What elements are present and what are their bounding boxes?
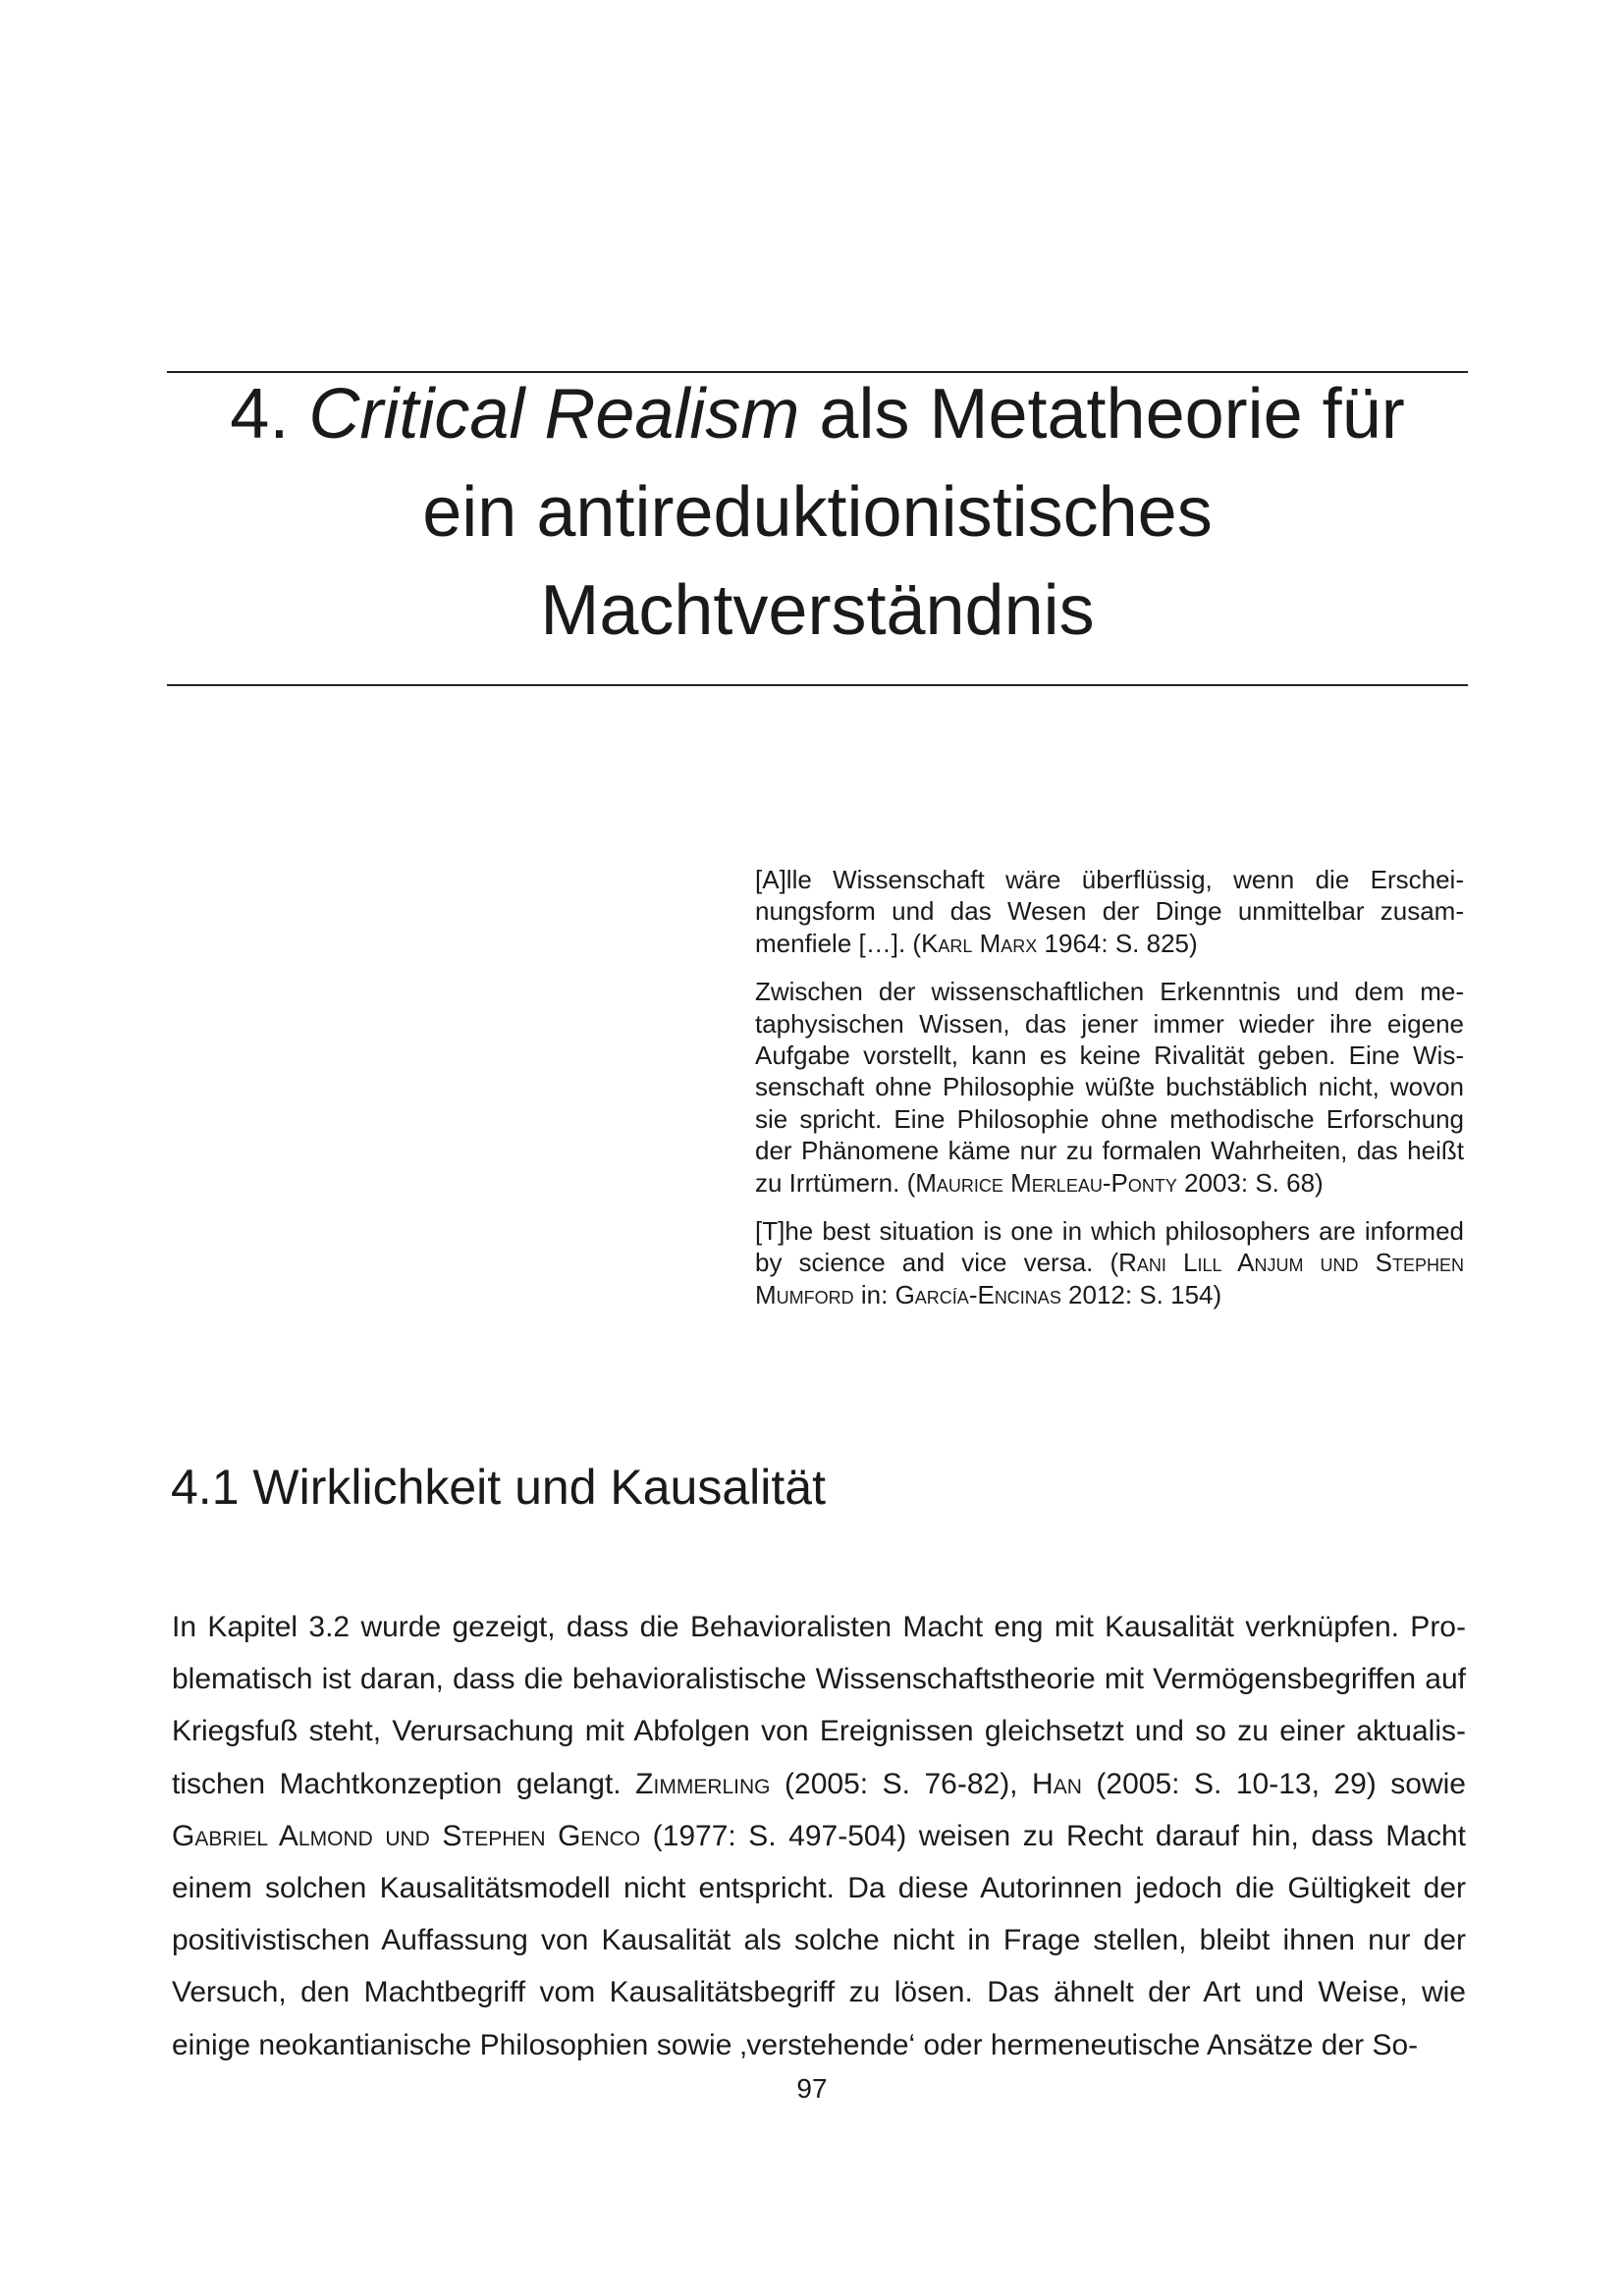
chapter-title-line-2: ein antireduktionistisches xyxy=(422,473,1213,552)
chapter-number: 4. xyxy=(230,375,290,454)
body-text-run: In Kapitel 3.2 wurde gezeigt, dass die Behavioralisten Macht eng mit Kausalität verknüpfen. Problematisch ist daran, dass die behavioralistische Wissenschaftstheorie mit Vermögensbegriffen auf Kriegsfuß steht, Verursachung mit Abfolgen von Ereignissen gleichsetzt und so zu einer aktualistischen Machtkonzeption gelangt. xyxy=(172,1611,1466,1800)
quote-editor: García-Encinas xyxy=(894,1279,1061,1309)
section-heading: 4.1 Wirklichkeit und Kausalität xyxy=(171,1460,826,1515)
citation-author: Gabriel Almond und Stephen Genco xyxy=(172,1819,641,1852)
chapter-title-italic: Critical Realism xyxy=(308,375,800,454)
citation-author: Han xyxy=(1032,1767,1082,1800)
quote-author: Karl Marx xyxy=(921,928,1038,958)
quote-text: [A]lle Wissenschaft wäre überflüssig, wenn die Erscheinungsform und das Wesen der Dinge unmittelbar zusammenfiele […]. ( xyxy=(755,865,1464,958)
citation-author: Zimmerling xyxy=(635,1767,771,1800)
chapter-title xyxy=(167,365,1468,660)
quote-in: in: xyxy=(853,1279,895,1309)
epigraph-block xyxy=(755,864,1464,1327)
page-number: 97 xyxy=(796,2073,828,2104)
body-text-run: (1977: S. 497-504) weisen zu Recht darauf hin, dass Macht einem solchen Kausalitätsmodell nicht entspricht. Da diese Autorinnen jedoch die Gültigkeit der positivistischen Auffassung von Kausalität als solche nicht in Frage stellen, bleibt ihnen nur der Versuch, den Machtbegriff vom Kausalitätsbegriff zu lösen. Das ähnelt der Art und Weise, wie einige neokantianische Philosophien sowie ‚verstehende‘ oder hermeneutische Ansätze der So- xyxy=(172,1819,1466,2061)
chapter-title-line-3: Machtverständnis xyxy=(540,571,1095,650)
quote-text: [T]he best situation is one in which philosophers are informed by science and vice versa. ( xyxy=(755,1216,1464,1278)
epigraph-quote xyxy=(755,976,1464,1199)
epigraph-quote xyxy=(755,864,1464,959)
quote-author: Rani Lill Anjum und Stephen Mumford xyxy=(755,1248,1464,1309)
body-text-run: (2005: S. 76-82), xyxy=(770,1767,1033,1800)
epigraph-quote xyxy=(755,1215,1464,1310)
quote-source: 2012: S. 154) xyxy=(1060,1279,1222,1309)
quote-text: Zwischen der wissenschaftlichen Erkenntnis und dem metaphysischen Wissen, das jener immer wieder ihre eigene Aufgabe vorstellt, kann es keine Rivalität geben. Eine Wissenschaft ohne Philosophie wüßte buchstäblich nicht, wovon sie spricht. Eine Philosophie ohne methodische Erforschung der Phänomene käme nur zu formalen Wahrheiten, das heißt zu Irrtümern. ( xyxy=(755,977,1464,1198)
quote-author: Maurice Merleau-Ponty xyxy=(915,1167,1177,1198)
chapter-title-bottom-rule xyxy=(167,684,1468,686)
body-paragraph xyxy=(172,1601,1466,2071)
body-text-run: (2005: S. 10-13, 29) sowie xyxy=(1081,1767,1466,1800)
quote-source: 2003: S. 68) xyxy=(1176,1167,1324,1198)
quote-source: 1964: S. 825) xyxy=(1037,928,1198,958)
chapter-title-rest: als Metatheorie für xyxy=(819,375,1405,454)
